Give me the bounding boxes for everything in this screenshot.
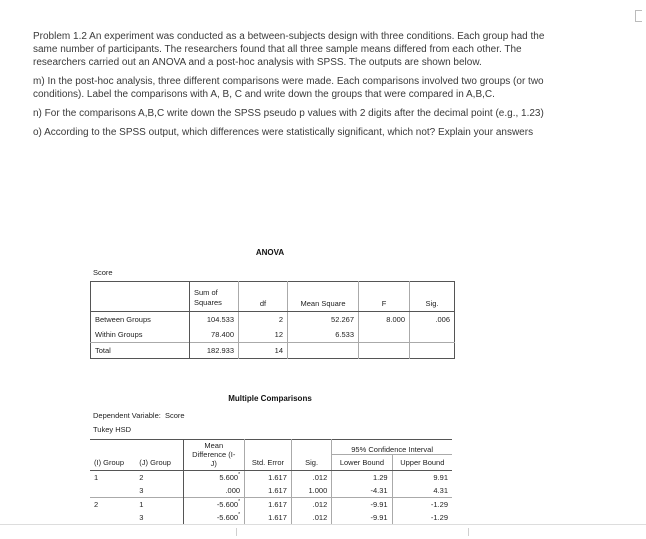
significance-marker: * — [238, 472, 241, 478]
cell-upper: -1.29 — [430, 513, 448, 522]
cell-ms — [288, 343, 359, 359]
mc-header-md-line3: J) — [210, 459, 217, 468]
cell-sig — [410, 327, 455, 343]
mc-header-md-line1: Mean — [204, 441, 224, 450]
cell-upper: 9.91 — [433, 473, 448, 482]
cell-df: 12 — [239, 327, 288, 343]
cell-sig: .006 — [435, 315, 450, 324]
table-row — [91, 312, 455, 328]
cell-upper: -1.29 — [392, 498, 452, 512]
mc-header-sig: Sig. — [291, 455, 331, 471]
cell-df: 2 — [239, 312, 288, 328]
problem-intro: Problem 1.2 An experiment was conducted as a between-subjects design with three conditions. Each group had the same number of participants. The researchers found that all three sample means differed from each other. The researchers carried out an ANOVA and a post-hoc analysis with SPSS. The outputs are shown below. — [33, 31, 545, 68]
cell-ss: 78.400 — [190, 327, 239, 343]
mc-header-group-j: (J) Group — [135, 455, 183, 471]
cell-sig: .012 — [291, 471, 331, 485]
anova-title: ANOVA — [255, 248, 285, 257]
anova-header-ss-line1: Sum of — [194, 288, 218, 297]
anova-header-blank — [91, 282, 190, 312]
anova-header-f: F — [359, 282, 410, 312]
cell-mean-diff: .000 — [183, 484, 245, 498]
anova-header-ms: Mean Square — [288, 282, 359, 312]
cell-f — [359, 343, 410, 359]
cell-mean-diff: 5.600* — [183, 471, 245, 485]
cell-group-i: 1 — [94, 473, 99, 482]
cell-f: 8.000 — [359, 312, 410, 328]
cell-mean-diff: -5.600* — [183, 498, 245, 512]
problem-text — [33, 30, 558, 145]
anova-header-row — [91, 282, 455, 312]
cell-ms: 52.267 — [288, 312, 359, 328]
cell-ss: 182.933 — [190, 343, 239, 359]
footer-tick — [468, 528, 469, 536]
row-label: Within Groups — [91, 327, 190, 343]
cell-group-j: 1 — [135, 498, 183, 512]
cell-group-j: 2 — [135, 471, 183, 485]
anova-header-df: df — [239, 282, 288, 312]
mc-header-row-1 — [90, 440, 452, 455]
anova-header-ss-line2: Squares — [194, 298, 222, 307]
cell-group-i — [90, 511, 135, 524]
cell-lower: -9.91 — [332, 498, 392, 512]
significance-marker: * — [238, 499, 241, 505]
cell-lower: -9.91 — [332, 511, 392, 524]
multiple-comparisons-table — [90, 439, 452, 524]
cell-upper: 4.31 — [433, 486, 448, 495]
anova-dv-label: Score — [93, 268, 113, 277]
table-row — [90, 471, 452, 485]
cell-df: 14 — [239, 343, 288, 359]
cell-ms: 6.533 — [288, 327, 359, 343]
cell-lower: -4.31 — [332, 484, 392, 498]
cell-group-j: 3 — [135, 484, 183, 498]
cell-se: 1.617 — [245, 498, 292, 512]
mc-title: Multiple Comparisons — [228, 394, 312, 403]
mc-header-row-2 — [90, 455, 452, 471]
cell-lower: 1.29 — [332, 471, 392, 485]
row-label: Total — [91, 343, 190, 359]
cell-ss: 104.533 — [190, 312, 239, 328]
anova-table — [90, 281, 455, 359]
cell-group-i — [90, 484, 135, 498]
table-row — [91, 327, 455, 343]
table-row — [90, 511, 452, 524]
table-row — [90, 484, 452, 498]
cell-sig: .012 — [291, 511, 331, 524]
cell-sig — [410, 343, 455, 359]
row-label: Between Groups — [91, 312, 190, 328]
question-n: n) For the comparisons A,B,C write down the SPSS pseudo p values with 2 digits after the decimal point (e.g., 1.23) — [33, 108, 544, 119]
table-row — [91, 343, 455, 359]
mc-header-md-line2: Difference (I- — [192, 450, 236, 459]
mc-dv-value: Score — [165, 411, 185, 420]
mc-header-mean-diff — [183, 440, 245, 471]
mc-header-lower: Lower Bound — [332, 455, 392, 471]
footer-divider — [0, 524, 646, 525]
cell-f — [359, 327, 410, 343]
cell-sig: .012 — [291, 498, 331, 512]
cell-se: 1.617 — [245, 471, 292, 485]
cell-sig: 1.000 — [291, 484, 331, 498]
corner-bracket-icon — [635, 10, 642, 22]
cell-se: 1.617 — [245, 511, 292, 524]
cell-se: 1.617 — [245, 484, 292, 498]
mc-header-group-i: (I) Group — [90, 455, 135, 471]
anova-header-sig: Sig. — [410, 282, 455, 312]
mc-dv — [93, 411, 185, 420]
mc-header-se: Std. Error — [245, 455, 292, 471]
cell-group-i: 2 — [90, 498, 135, 512]
significance-marker: * — [238, 512, 241, 518]
question-m: m) In the post-hoc analysis, three different comparisons were made. Each comparisons involved two groups (or two conditions). Label the comparisons with A, B, C and write down the groups that were compared in A,B,C. — [33, 76, 544, 100]
mc-dv-label: Dependent Variable: — [93, 411, 161, 420]
question-o: o) According to the SPSS output, which differences were statistically significant, which not? Explain your answers — [33, 127, 534, 138]
anova-header-ss — [190, 282, 239, 312]
cell-group-j: 3 — [135, 511, 183, 524]
cell-mean-diff: -5.600* — [183, 511, 245, 524]
table-row — [90, 498, 452, 512]
mc-header-ci: 95% Confidence Interval — [332, 440, 452, 455]
footer-tick — [236, 528, 237, 536]
mc-method: Tukey HSD — [93, 425, 132, 434]
mc-header-upper: Upper Bound — [392, 455, 452, 471]
